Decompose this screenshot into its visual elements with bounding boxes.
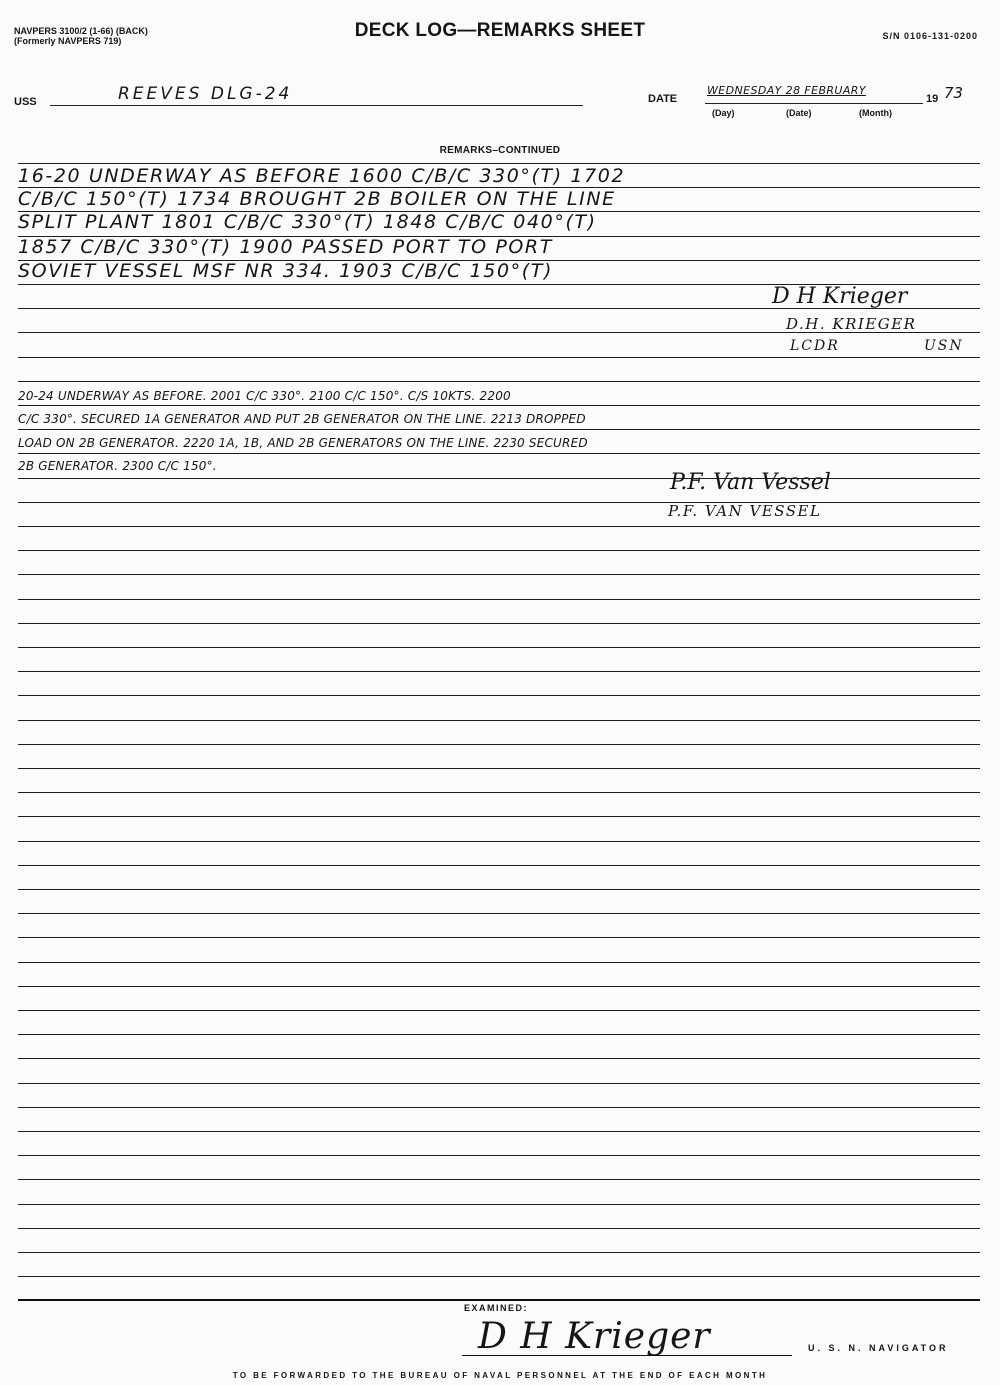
year-prefix: 19 — [926, 93, 939, 105]
ruled-line — [18, 744, 980, 745]
ruled-line — [18, 1179, 980, 1180]
log-line: 1857 C/B/C 330°(T) 1900 PASSED PORT TO PORT — [18, 236, 553, 258]
ruled-line — [18, 768, 980, 769]
ruled-line — [18, 1228, 980, 1229]
log-line: 16-20 UNDERWAY AS BEFORE 1600 C/B/C 330°(T) 1702 — [18, 165, 626, 187]
date-line — [705, 103, 923, 104]
ruled-line — [18, 720, 980, 721]
ruled-line — [18, 453, 980, 454]
navigator-signature: D H Krieger — [478, 1316, 711, 1357]
ruled-line — [18, 502, 980, 503]
ruled-line — [18, 478, 980, 479]
date-value: WEDNESDAY 28 FEBRUARY — [707, 84, 866, 97]
ruled-line — [18, 1083, 980, 1084]
log-line: C/B/C 150°(T) 1734 BROUGHT 2B BOILER ON THE LINE — [18, 188, 616, 210]
ruled-line — [18, 1276, 980, 1277]
officer-printed-name: D.H. KRIEGER — [786, 315, 917, 333]
ruled-line — [18, 623, 980, 624]
officer-rank: LCDR — [790, 338, 840, 354]
log-line: SPLIT PLANT 1801 C/B/C 330°(T) 1848 C/B/C 040°(T) — [18, 211, 597, 233]
log-line: 20-24 UNDERWAY AS BEFORE. 2001 C/C 330°. 2100 C/C 150°. C/S 10KTS. 2200 — [18, 389, 511, 403]
ruled-line — [18, 816, 980, 817]
ruled-line — [18, 599, 980, 600]
year-value: 73 — [944, 84, 964, 102]
log-line: SOVIET VESSEL MSF NR 334. 1903 C/B/C 150°(T) — [18, 260, 553, 282]
ruled-line — [18, 865, 980, 866]
page-title: DECK LOG—REMARKS SHEET — [354, 20, 646, 41]
remarks-heading: REMARKS–CONTINUED — [439, 145, 561, 156]
ship-label: USS — [14, 96, 37, 108]
ruled-line — [18, 986, 980, 987]
ruled-line — [18, 550, 980, 551]
date-label: DATE — [648, 93, 678, 105]
ship-name-line — [50, 105, 583, 106]
ruled-line — [18, 163, 980, 164]
ruled-line — [18, 429, 980, 430]
ruled-line — [18, 1252, 980, 1253]
ruled-line — [18, 1204, 980, 1205]
officer-signature: P.F. Van Vessel — [670, 470, 831, 495]
examined-label: EXAMINED: — [464, 1303, 529, 1313]
log-line: LOAD ON 2B GENERATOR. 2220 1A, 1B, AND 2B GENERATORS ON THE LINE. 2230 SECURED — [18, 436, 588, 450]
form-former-number: (Formerly NAVPERS 719) — [14, 36, 122, 46]
ruled-line — [18, 526, 980, 527]
ruled-line — [18, 1034, 980, 1035]
bottom-border-line — [18, 1299, 980, 1301]
ruled-line — [18, 962, 980, 963]
ruled-line — [18, 574, 980, 575]
ruled-line — [18, 1131, 980, 1132]
stock-number: S/N 0106-131-0200 — [882, 31, 978, 41]
ruled-line — [18, 913, 980, 914]
log-line: 2B GENERATOR. 2300 C/C 150°. — [18, 459, 217, 473]
date-caption: (Date) — [786, 108, 812, 118]
log-line: C/C 330°. SECURED 1A GENERATOR AND PUT 2B GENERATOR ON THE LINE. 2213 DROPPED — [18, 412, 586, 426]
officer-printed-name: P.F. VAN VESSEL — [668, 502, 822, 520]
ruled-line — [18, 1155, 980, 1156]
forwarding-note: TO BE FORWARDED TO THE BUREAU OF NAVAL PERSONNEL AT THE END OF EACH MONTH — [232, 1371, 768, 1380]
officer-signature: D H Krieger — [772, 284, 908, 309]
ruled-line — [18, 937, 980, 938]
navigator-title: U. S. N. NAVIGATOR — [808, 1343, 949, 1353]
form-number-line: NAVPERS 3100/2 (1-66) (BACK) — [14, 26, 148, 36]
ruled-line — [18, 1107, 980, 1108]
ruled-line — [18, 889, 980, 890]
ruled-line — [18, 841, 980, 842]
month-caption: (Month) — [859, 108, 892, 118]
ruled-line — [18, 647, 980, 648]
ruled-line — [18, 381, 980, 382]
ruled-line — [18, 671, 980, 672]
day-caption: (Day) — [712, 108, 735, 118]
ruled-line — [18, 1010, 980, 1011]
ruled-line — [18, 1058, 980, 1059]
examined-signature-line — [462, 1355, 792, 1356]
ruled-line — [18, 357, 980, 358]
ship-name: REEVES DLG-24 — [118, 84, 293, 104]
ruled-line — [18, 695, 980, 696]
officer-service: USN — [924, 338, 964, 354]
ruled-line — [18, 405, 980, 406]
ruled-line — [18, 792, 980, 793]
